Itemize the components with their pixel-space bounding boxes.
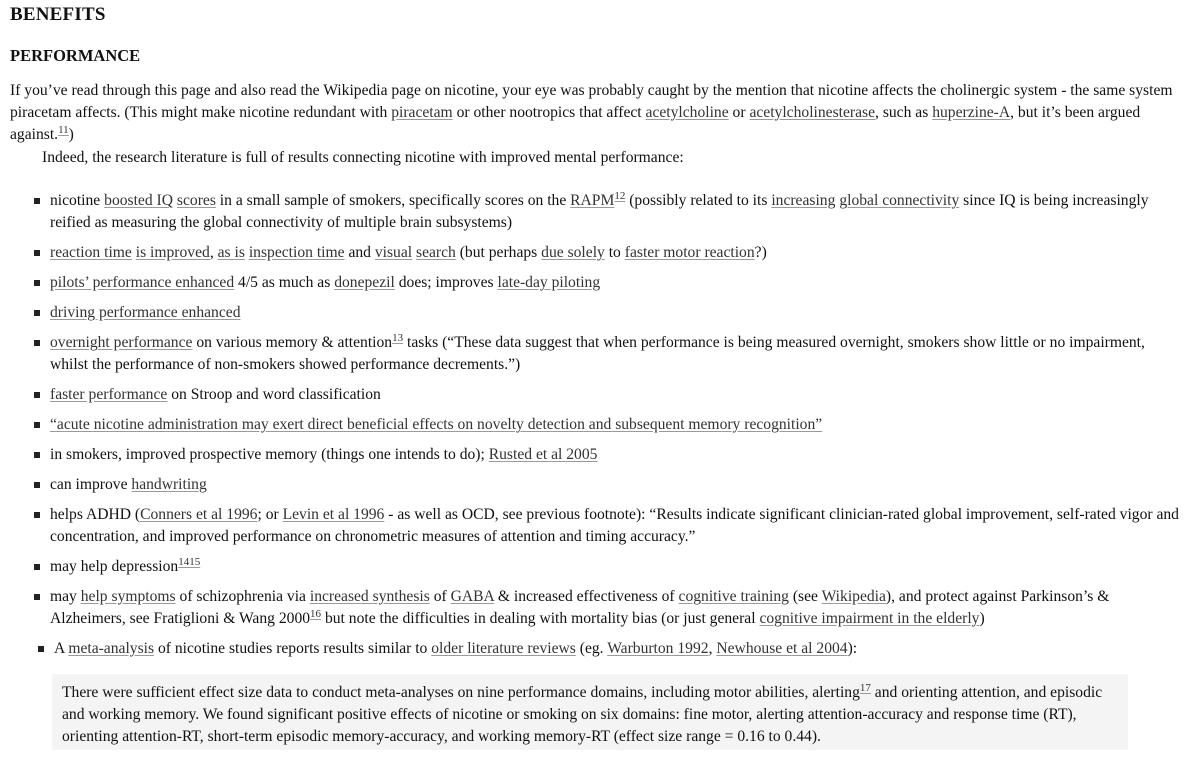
item-text: helps ADHD ( [50, 506, 141, 523]
quote-text: and orienting attention, and episodic and working memory. We found significant positive effects of nicotine or smoking on six domains: fine motor, alerting attention-accuracy and response time (RT), orienting attention-RT, short-term episodic memory-accuracy, and working memory-RT (effect size range = 0.16 to 0.44). [62, 684, 1103, 745]
item-text: ; or [257, 506, 283, 523]
footnote-ref [614, 190, 625, 202]
footnote-ref [58, 124, 69, 136]
link-novelty-detection-quote[interactable]: “acute nicotine administration may exert direct beneficial effects on novelty detection and subsequent memory recognition” [50, 416, 823, 433]
link-increasing[interactable]: increasing [771, 192, 836, 209]
item-text: and [344, 244, 375, 261]
item-text: (eg. [575, 640, 608, 657]
link-piracetam[interactable]: piracetam [391, 104, 453, 121]
item-text: ?) [754, 244, 767, 261]
footnote-link-11[interactable]: 11 [58, 123, 69, 136]
link-scores[interactable]: scores [176, 192, 216, 209]
link-newhouse-2004[interactable]: Newhouse et al 2004 [716, 640, 848, 657]
footnote-link-13[interactable]: 13 [392, 331, 404, 344]
quote-text: There were sufficient effect size data to conduct meta-analyses on nine performance domains, including motor abilities, alerting [62, 684, 860, 701]
link-visual[interactable]: visual [374, 244, 413, 261]
link-as-is[interactable]: as is [217, 244, 245, 261]
indeed-paragraph: Indeed, the research literature is full of results connecting nicotine with improved mental performance: [42, 149, 684, 166]
list-item-stroop [10, 384, 1180, 406]
link-pilots-performance[interactable]: pilots’ performance enhanced [50, 274, 235, 291]
link-boosted-iq[interactable]: boosted IQ [104, 192, 174, 209]
intro-paragraph [10, 80, 1180, 146]
item-text: can improve [50, 476, 132, 493]
link-conners-1996[interactable]: Conners et al 1996 [140, 506, 258, 523]
item-text: of [429, 588, 451, 605]
list-item-iq [10, 190, 1180, 234]
subsection-heading: PERFORMANCE [10, 46, 141, 65]
section-heading: BENEFITS [10, 4, 106, 25]
list-item-reaction [10, 242, 1180, 264]
link-cognitive-impairment-elderly[interactable]: cognitive impairment in the elderly [759, 610, 980, 627]
link-global-connectivity[interactable]: global connectivity [839, 192, 960, 209]
item-text: may help depression [50, 558, 179, 575]
item-text: does; improves [394, 274, 498, 291]
footnote-link-14-15[interactable]: 1415 [178, 555, 201, 568]
item-text: to [604, 244, 625, 261]
footnote-ref [178, 556, 200, 568]
link-rusted-2005[interactable]: Rusted et al 2005 [488, 446, 598, 463]
item-text: , [209, 244, 218, 261]
item-text: but note the difficulties in dealing with mortality bias (or just general [321, 610, 760, 627]
list-item-handwriting [10, 474, 1180, 496]
link-late-day-piloting[interactable]: late-day piloting [497, 274, 601, 291]
item-text: of nicotine studies reports results similar to [154, 640, 432, 657]
link-overnight-performance[interactable]: overnight performance [50, 334, 193, 351]
item-text: , [708, 640, 717, 657]
list-item-depression [10, 556, 1180, 578]
link-increased-synthesis[interactable]: increased synthesis [309, 588, 430, 605]
item-text: of schizophrenia via [175, 588, 310, 605]
item-text: ) [979, 610, 985, 627]
item-text: in smokers, improved prospective memory (things one intends to do); [50, 446, 489, 463]
item-text: may [50, 588, 81, 605]
link-due-solely[interactable]: due solely [541, 244, 605, 261]
item-text: (see [788, 588, 822, 605]
link-search[interactable]: search [416, 244, 456, 261]
intro-text: , but it’s been argued against. [10, 104, 1141, 143]
intro-text: or [728, 104, 750, 121]
link-rapm[interactable]: RAPM [570, 192, 615, 209]
link-huperzine[interactable]: huperzine-A [932, 104, 1011, 121]
link-is-improved[interactable]: is improved [135, 244, 210, 261]
list-item-prospective [10, 444, 1180, 466]
item-text: since IQ is being increasingly reified as measuring the global connectivity of multiple brain subsystems) [50, 192, 1149, 231]
item-text: ): [847, 640, 858, 657]
link-donepezil[interactable]: donepezil [334, 274, 395, 291]
item-text: A [54, 640, 69, 657]
link-acetylcholine[interactable]: acetylcholine [645, 104, 729, 121]
footnote-link-16[interactable]: 16 [310, 607, 322, 620]
item-text: - as well as OCD, see previous footnote): “Results indicate significant clinician-rated global improvement, self-rated vigor and concentration, and improved performance on chronometric measures of attention and timing accuracy.” [50, 506, 1179, 545]
footnote-ref [392, 332, 403, 344]
intro-text: , such as [875, 104, 933, 121]
item-text: (but perhaps [455, 244, 542, 261]
footnote-link-17[interactable]: 17 [859, 681, 871, 694]
meta-analysis-quote [52, 674, 1128, 750]
link-help-symptoms[interactable]: help symptoms [80, 588, 176, 605]
item-text: tasks (“These data suggest that when performance is being measured overnight, smokers show little or no impairment, whilst the performance of non-smokers showed performance decrements.”) [50, 334, 1145, 373]
link-acetylcholinesterase[interactable]: acetylcholinesterase [749, 104, 876, 121]
intro-text: If you’ve read through this page and also read the Wikipedia page on nicotine, your eye was probably caught by the mention that nicotine affects the cholinergic system - the same system piracetam affects. (This might make nicotine redundant with [10, 82, 1173, 121]
list-item-adhd [10, 504, 1180, 548]
item-text: (possibly related to its [625, 192, 772, 209]
item-text: nicotine [50, 192, 105, 209]
link-meta-analysis[interactable]: meta-analysis [68, 640, 155, 657]
list-item-overnight [10, 332, 1180, 376]
link-driving-performance[interactable]: driving performance enhanced [50, 304, 241, 321]
list-item-schizophrenia [10, 586, 1180, 630]
item-text: on various memory & attention [192, 334, 393, 351]
list-item-pilots [10, 272, 1180, 294]
intro-text: or other nootropics that affect [452, 104, 646, 121]
item-text: 4/5 as much as [234, 274, 335, 291]
footnote-link-12[interactable]: 12 [614, 189, 626, 202]
list-item-novelty [10, 414, 1180, 436]
link-older-literature-reviews[interactable]: older literature reviews [431, 640, 576, 657]
list-item-driving [10, 302, 1180, 324]
link-faster-motor-reaction[interactable]: faster motor reaction [624, 244, 755, 261]
link-cognitive-training[interactable]: cognitive training [678, 588, 789, 605]
item-text: ), and protect against Parkinson’s & Alzheimers, see Fratiglioni & Wang 2000 [50, 588, 1110, 627]
link-warburton-1992[interactable]: Warburton 1992 [607, 640, 709, 657]
footnote-ref [310, 608, 321, 620]
link-faster-performance[interactable]: faster performance [50, 386, 168, 403]
benefits-list [10, 190, 1180, 668]
link-levin-1996[interactable]: Levin et al 1996 [282, 506, 385, 523]
item-text: & increased effectiveness of [493, 588, 679, 605]
link-gaba[interactable]: GABA [450, 588, 494, 605]
item-text: on Stroop and word classification [167, 386, 381, 403]
link-handwriting[interactable]: handwriting [131, 476, 207, 493]
link-wikipedia[interactable]: Wikipedia [821, 588, 886, 605]
list-item-meta-analysis [10, 638, 1180, 660]
link-inspection-time[interactable]: inspection time [248, 244, 345, 261]
link-reaction-time[interactable]: reaction time [50, 244, 132, 261]
item-text: in a small sample of smokers, specifically scores on the [215, 192, 571, 209]
footnote-ref [860, 682, 871, 694]
intro-text: ) [68, 126, 74, 143]
